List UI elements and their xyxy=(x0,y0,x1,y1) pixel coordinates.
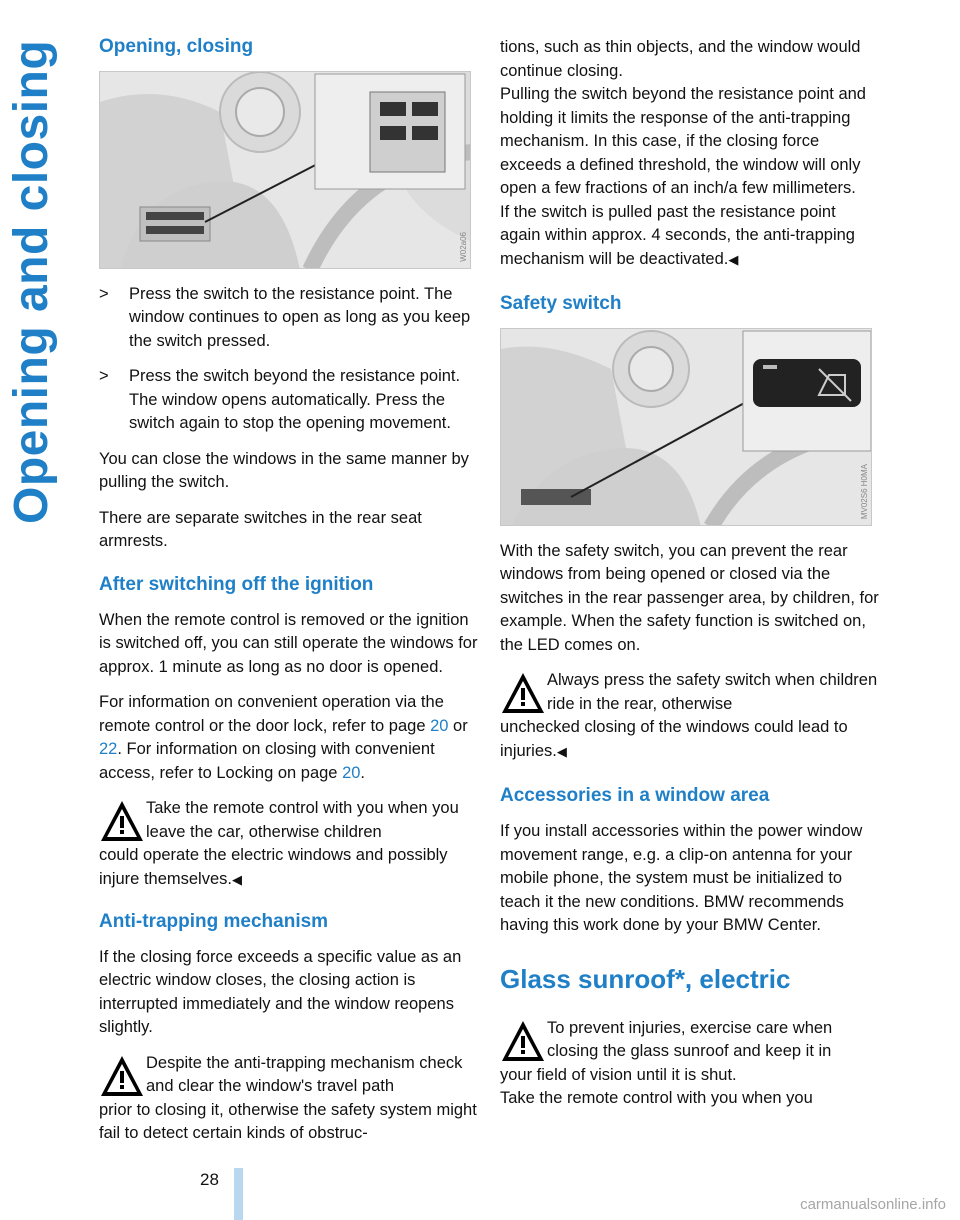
window-switch-illustration xyxy=(99,71,471,269)
warning-triangle-icon xyxy=(99,1054,145,1098)
watermark: carmanualsonline.info xyxy=(800,1196,946,1213)
heading-anti-trapping: Anti-trapping mechanism xyxy=(99,911,329,933)
end-mark: ◀ xyxy=(556,743,567,759)
page-accent-bar xyxy=(234,1168,243,1220)
warning-note xyxy=(99,1052,479,1146)
safety-switch-illustration xyxy=(500,328,872,526)
left-column xyxy=(99,36,479,1160)
heading-accessories: Accessories in a window area xyxy=(500,785,770,807)
page-link-22[interactable]: 22 xyxy=(99,740,118,759)
text-run: If the switch is pulled past the resistance point again within approx. 4 seconds, the anti-trapping mechanism will be deactivated. xyxy=(500,202,855,268)
bullet-item xyxy=(99,365,479,436)
end-mark: ◀ xyxy=(728,251,739,267)
image-code: W02a06 xyxy=(459,232,468,262)
paragraph: tions, such as thin objects, and the window would continue closing. xyxy=(500,38,861,80)
page-number: 28 xyxy=(200,1170,219,1189)
warning-text: Despite the anti-trapping mechanism check and clear the window's travel path xyxy=(146,1053,463,1096)
image-code: MV02S6 H0MA xyxy=(860,463,869,519)
end-mark: ◀ xyxy=(231,871,242,887)
page-link-20[interactable]: 20 xyxy=(430,716,449,735)
paragraph xyxy=(500,201,880,272)
paragraph: With the safety switch, you can prevent the rear windows from being opened or closed via the switches in the rear passenger area, by children, for example. When the safety function is switched on, the LED comes on. xyxy=(500,541,879,654)
warning-text: your field of vision until it is shut. xyxy=(500,1065,737,1084)
heading-safety-switch: Safety switch xyxy=(500,293,622,314)
paragraph: You can close the windows in the same manner by pulling the switch. xyxy=(99,449,469,492)
side-chapter-title-text: Opening and closing xyxy=(5,40,58,525)
warning-note xyxy=(500,669,880,763)
bullet-text-line: The window opens automatically. Press the switch again to stop the opening movement. xyxy=(129,390,451,433)
paragraph-with-links xyxy=(99,691,479,785)
warning-triangle-icon xyxy=(500,671,546,715)
bullet-text: Press the switch to the resistance point. The window continues to open as long as you keep the switch pressed. xyxy=(129,284,471,350)
paragraph: If you install accessories within the power window movement range, e.g. a clip-on antenna for your mobile phone, the system must be initialized to teach it the new conditions. BMW recommends having this work done by your BMW Center. xyxy=(500,822,863,935)
safety-switch-drawing xyxy=(501,329,872,526)
side-chapter-title xyxy=(0,0,60,1220)
heading-after-ignition: After switching off the ignition xyxy=(99,573,374,595)
warning-triangle-icon xyxy=(500,1019,546,1063)
text-run: or xyxy=(448,716,468,735)
warning-text: prior to closing it, otherwise the safety system might fail to detect certain kinds of obstruc- xyxy=(99,1100,477,1143)
text-run: . For information on closing with convenient access, refer to Locking on page xyxy=(99,740,435,782)
text-run: . xyxy=(360,763,366,782)
paragraph: Pulling the switch beyond the resistance point and holding it limits the response of the anti-trapping mechanism. In this case, if the closing force exceeds a defined threshold, the window will only open a few fractions of an inch/a few millimeters. xyxy=(500,85,866,197)
paragraph: There are separate switches in the rear seat armrests. xyxy=(99,508,422,551)
warning-text: unchecked closing of the windows could lead to injuries. xyxy=(500,718,848,760)
heading-glass-sunroof: Glass sunroof*, electric xyxy=(500,963,791,994)
warning-text: Always press the safety switch when children ride in the rear, otherwise xyxy=(547,671,878,713)
right-column xyxy=(500,36,880,1125)
bullet-item xyxy=(99,283,479,354)
warning-text: Take the remote control with you when you xyxy=(500,1089,813,1108)
warning-note xyxy=(500,1017,880,1111)
bullet-marker: > xyxy=(99,367,109,386)
warning-text: could operate the electric windows and possibly injure themselves. xyxy=(99,846,448,888)
paragraph: If the closing force exceeds a specific value as an electric window closes, the closing action is interrupted immediately and the window reopens slightly. xyxy=(99,947,462,1037)
warning-note xyxy=(99,797,479,891)
page-link-20[interactable]: 20 xyxy=(342,763,361,782)
paragraph: When the remote control is removed or the ignition is switched off, you can still operate the windows for approx. 1 minute as long as no door is opened. xyxy=(99,610,478,676)
text-run: For information on convenient operation via the remote control or the door lock, refer to page xyxy=(99,693,444,735)
bullet-text xyxy=(129,365,479,436)
warning-text: Take the remote control with you when you leave the car, otherwise children xyxy=(146,799,459,841)
bullet-marker: > xyxy=(99,284,109,303)
warning-triangle-icon xyxy=(99,799,145,843)
warning-text: To prevent injuries, exercise care when closing the glass sunroof and keep it in xyxy=(547,1018,833,1061)
bullet-text-line: Press the switch beyond the resistance point. xyxy=(129,367,461,386)
heading-opening-closing: Opening, closing xyxy=(99,36,254,57)
window-switch-drawing xyxy=(100,72,471,269)
